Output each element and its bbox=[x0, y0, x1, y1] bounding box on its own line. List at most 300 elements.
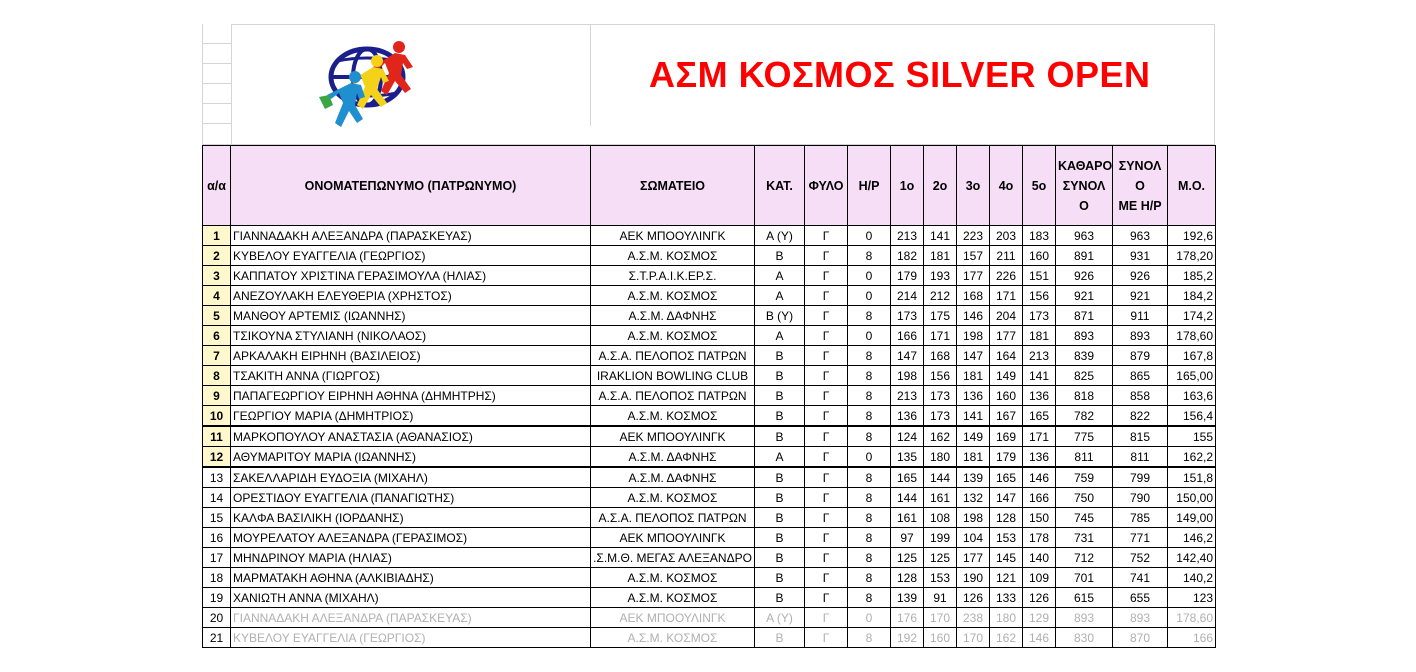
game-2-cell[interactable]: 181 bbox=[924, 246, 957, 266]
game-4-cell[interactable]: 165 bbox=[990, 467, 1023, 488]
game-4-cell[interactable]: 160 bbox=[990, 386, 1023, 406]
average-cell[interactable]: 162,2 bbox=[1168, 447, 1216, 468]
club-cell[interactable]: Σ.Τ.Ρ.Α.Ι.Κ.ΕΡ.Σ. bbox=[591, 266, 755, 286]
total-cell[interactable]: 870 bbox=[1113, 628, 1168, 648]
total-cell[interactable]: 815 bbox=[1113, 426, 1168, 447]
handicap-cell[interactable]: 8 bbox=[848, 306, 891, 326]
sex-cell[interactable]: Γ bbox=[805, 326, 848, 346]
sex-cell[interactable]: Γ bbox=[805, 246, 848, 266]
handicap-cell[interactable]: 0 bbox=[848, 326, 891, 346]
header-game-2[interactable]: 2ο bbox=[924, 146, 957, 226]
category-cell[interactable]: Α bbox=[755, 447, 805, 468]
game-1-cell[interactable]: 176 bbox=[891, 608, 924, 628]
average-cell[interactable]: 185,2 bbox=[1168, 266, 1216, 286]
rank-cell[interactable]: 19 bbox=[203, 588, 231, 608]
name-cell[interactable]: ΤΣΑΚΙΤΗ ΑΝΝΑ (ΓΙΩΡΓΟΣ) bbox=[231, 366, 591, 386]
game-3-cell[interactable]: 238 bbox=[957, 608, 990, 628]
average-cell[interactable]: 178,60 bbox=[1168, 326, 1216, 346]
net-total-cell[interactable]: 839 bbox=[1056, 346, 1113, 366]
total-cell[interactable]: 771 bbox=[1113, 528, 1168, 548]
game-1-cell[interactable]: 213 bbox=[891, 386, 924, 406]
sex-cell[interactable]: Γ bbox=[805, 406, 848, 427]
category-cell[interactable]: Β bbox=[755, 246, 805, 266]
game-3-cell[interactable]: 141 bbox=[957, 406, 990, 427]
game-1-cell[interactable]: 198 bbox=[891, 366, 924, 386]
game-2-cell[interactable]: 141 bbox=[924, 226, 957, 246]
game-2-cell[interactable]: 144 bbox=[924, 467, 957, 488]
game-3-cell[interactable]: 170 bbox=[957, 628, 990, 648]
game-5-cell[interactable]: 136 bbox=[1023, 386, 1056, 406]
total-cell[interactable]: 931 bbox=[1113, 246, 1168, 266]
game-5-cell[interactable]: 213 bbox=[1023, 346, 1056, 366]
game-1-cell[interactable]: 147 bbox=[891, 346, 924, 366]
total-cell[interactable]: 893 bbox=[1113, 608, 1168, 628]
average-cell[interactable]: 142,40 bbox=[1168, 548, 1216, 568]
club-cell[interactable]: ΑΕΚ ΜΠΟΟΥΛΙΝΓΚ bbox=[591, 426, 755, 447]
header-total-with-handicap[interactable] bbox=[1113, 146, 1168, 226]
name-cell[interactable]: ΟΡΕΣΤΙΔΟΥ ΕΥΑΓΓΕΛΙΑ (ΠΑΝΑΓΙΩΤΗΣ) bbox=[231, 488, 591, 508]
game-1-cell[interactable]: 213 bbox=[891, 226, 924, 246]
game-1-cell[interactable]: 173 bbox=[891, 306, 924, 326]
empty-row[interactable] bbox=[202, 125, 1215, 145]
rank-cell[interactable]: 7 bbox=[203, 346, 231, 366]
sex-cell[interactable]: Γ bbox=[805, 386, 848, 406]
total-cell[interactable]: 893 bbox=[1113, 326, 1168, 346]
game-1-cell[interactable]: 128 bbox=[891, 568, 924, 588]
total-cell[interactable]: 926 bbox=[1113, 266, 1168, 286]
average-cell[interactable]: 166 bbox=[1168, 628, 1216, 648]
net-total-cell[interactable]: 921 bbox=[1056, 286, 1113, 306]
rank-cell[interactable]: 12 bbox=[203, 447, 231, 468]
handicap-cell[interactable]: 8 bbox=[848, 628, 891, 648]
total-cell[interactable]: 741 bbox=[1113, 568, 1168, 588]
game-3-cell[interactable]: 181 bbox=[957, 447, 990, 468]
game-2-cell[interactable]: 91 bbox=[924, 588, 957, 608]
game-5-cell[interactable]: 156 bbox=[1023, 286, 1056, 306]
club-cell[interactable]: Α.Σ.Μ. ΚΟΣΜΟΣ bbox=[591, 488, 755, 508]
rank-cell[interactable]: 13 bbox=[203, 467, 231, 488]
game-2-cell[interactable]: 168 bbox=[924, 346, 957, 366]
net-total-cell[interactable]: 825 bbox=[1056, 366, 1113, 386]
game-4-cell[interactable]: 145 bbox=[990, 548, 1023, 568]
net-total-cell[interactable]: 745 bbox=[1056, 508, 1113, 528]
game-2-cell[interactable]: 193 bbox=[924, 266, 957, 286]
club-cell[interactable]: Α.Σ.Μ. ΚΟΣΜΟΣ bbox=[591, 568, 755, 588]
header-net-total[interactable] bbox=[1056, 146, 1113, 226]
game-5-cell[interactable]: 178 bbox=[1023, 528, 1056, 548]
sex-cell[interactable]: Γ bbox=[805, 488, 848, 508]
total-cell[interactable]: 879 bbox=[1113, 346, 1168, 366]
game-3-cell[interactable]: 177 bbox=[957, 548, 990, 568]
club-cell[interactable]: Α.Σ.Μ. ΔΑΦΝΗΣ bbox=[591, 306, 755, 326]
game-5-cell[interactable]: 146 bbox=[1023, 628, 1056, 648]
header-club[interactable]: ΣΩΜΑΤΕΙΟ bbox=[591, 146, 755, 226]
net-total-cell[interactable]: 818 bbox=[1056, 386, 1113, 406]
game-1-cell[interactable]: 166 bbox=[891, 326, 924, 346]
sex-cell[interactable]: Γ bbox=[805, 306, 848, 326]
handicap-cell[interactable]: 8 bbox=[848, 488, 891, 508]
club-cell[interactable]: .Σ.Μ.Θ. ΜΕΓΑΣ ΑΛΕΞΑΝΔΡΟ bbox=[591, 548, 755, 568]
game-5-cell[interactable]: 126 bbox=[1023, 588, 1056, 608]
name-cell[interactable]: ΜΑΡΜΑΤΑΚΗ ΑΘΗΝΑ (ΑΛΚΙΒΙΑΔΗΣ) bbox=[231, 568, 591, 588]
game-5-cell[interactable]: 173 bbox=[1023, 306, 1056, 326]
net-total-cell[interactable]: 775 bbox=[1056, 426, 1113, 447]
game-4-cell[interactable]: 204 bbox=[990, 306, 1023, 326]
net-total-cell[interactable]: 963 bbox=[1056, 226, 1113, 246]
sex-cell[interactable]: Γ bbox=[805, 447, 848, 468]
sex-cell[interactable]: Γ bbox=[805, 426, 848, 447]
handicap-cell[interactable]: 8 bbox=[848, 246, 891, 266]
rank-cell[interactable]: 2 bbox=[203, 246, 231, 266]
average-cell[interactable]: 151,8 bbox=[1168, 467, 1216, 488]
category-cell[interactable]: Α bbox=[755, 286, 805, 306]
sex-cell[interactable]: Γ bbox=[805, 286, 848, 306]
game-5-cell[interactable]: 146 bbox=[1023, 467, 1056, 488]
handicap-cell[interactable]: 8 bbox=[848, 588, 891, 608]
logo-cell[interactable] bbox=[231, 24, 591, 126]
rank-cell[interactable]: 5 bbox=[203, 306, 231, 326]
average-cell[interactable]: 184,2 bbox=[1168, 286, 1216, 306]
net-total-cell[interactable]: 830 bbox=[1056, 628, 1113, 648]
game-5-cell[interactable]: 136 bbox=[1023, 447, 1056, 468]
game-3-cell[interactable]: 149 bbox=[957, 426, 990, 447]
game-4-cell[interactable]: 128 bbox=[990, 508, 1023, 528]
header-rank[interactable]: α/α bbox=[203, 146, 231, 226]
title-cell[interactable] bbox=[591, 24, 1215, 126]
game-3-cell[interactable]: 223 bbox=[957, 226, 990, 246]
game-5-cell[interactable]: 150 bbox=[1023, 508, 1056, 528]
total-cell[interactable]: 858 bbox=[1113, 386, 1168, 406]
name-cell[interactable]: ΓΙΑΝΝΑΔΑΚΗ ΑΛΕΞΑΝΔΡΑ (ΠΑΡΑΣΚΕΥΑΣ) bbox=[231, 226, 591, 246]
average-cell[interactable]: 155 bbox=[1168, 426, 1216, 447]
name-cell[interactable]: ΜΗΝΔΡΙΝΟΥ ΜΑΡΙΑ (ΗΛΙΑΣ) bbox=[231, 548, 591, 568]
game-3-cell[interactable]: 157 bbox=[957, 246, 990, 266]
average-cell[interactable]: 163,6 bbox=[1168, 386, 1216, 406]
game-5-cell[interactable]: 140 bbox=[1023, 548, 1056, 568]
sex-cell[interactable]: Γ bbox=[805, 467, 848, 488]
net-total-cell[interactable]: 893 bbox=[1056, 326, 1113, 346]
game-1-cell[interactable]: 97 bbox=[891, 528, 924, 548]
total-cell[interactable]: 752 bbox=[1113, 548, 1168, 568]
handicap-cell[interactable]: 8 bbox=[848, 366, 891, 386]
header-handicap[interactable]: Η/Ρ bbox=[848, 146, 891, 226]
rank-cell[interactable]: 9 bbox=[203, 386, 231, 406]
rank-cell[interactable]: 10 bbox=[203, 406, 231, 427]
game-4-cell[interactable]: 147 bbox=[990, 488, 1023, 508]
club-cell[interactable]: Α.Σ.Α. ΠΕΛΟΠΟΣ ΠΑΤΡΩΝ bbox=[591, 346, 755, 366]
sex-cell[interactable]: Γ bbox=[805, 588, 848, 608]
game-4-cell[interactable]: 203 bbox=[990, 226, 1023, 246]
name-cell[interactable]: ΤΣΙΚΟΥΝΑ ΣΤΥΛΙΑΝΗ (ΝΙΚΟΛΑΟΣ) bbox=[231, 326, 591, 346]
game-4-cell[interactable]: 180 bbox=[990, 608, 1023, 628]
header-game-5[interactable]: 5ο bbox=[1023, 146, 1056, 226]
net-total-cell[interactable]: 782 bbox=[1056, 406, 1113, 427]
category-cell[interactable]: Β bbox=[755, 628, 805, 648]
rank-cell[interactable]: 6 bbox=[203, 326, 231, 346]
name-cell[interactable]: ΓΕΩΡΓΙΟΥ ΜΑΡΙΑ (ΔΗΜΗΤΡΙΟΣ) bbox=[231, 406, 591, 427]
rank-cell[interactable]: 11 bbox=[203, 426, 231, 447]
game-4-cell[interactable]: 211 bbox=[990, 246, 1023, 266]
total-cell[interactable]: 963 bbox=[1113, 226, 1168, 246]
sex-cell[interactable]: Γ bbox=[805, 608, 848, 628]
name-cell[interactable]: ΓΙΑΝΝΑΔΑΚΗ ΑΛΕΞΑΝΔΡΑ (ΠΑΡΑΣΚΕΥΑΣ) bbox=[231, 608, 591, 628]
game-4-cell[interactable]: 169 bbox=[990, 426, 1023, 447]
category-cell[interactable]: Β bbox=[755, 426, 805, 447]
game-2-cell[interactable]: 170 bbox=[924, 608, 957, 628]
header-category[interactable]: ΚΑΤ. bbox=[755, 146, 805, 226]
net-total-cell[interactable]: 731 bbox=[1056, 528, 1113, 548]
name-cell[interactable]: ΑΡΚΑΛΑΚΗ ΕΙΡΗΝΗ (ΒΑΣΙΛΕΙΟΣ) bbox=[231, 346, 591, 366]
game-4-cell[interactable]: 179 bbox=[990, 447, 1023, 468]
total-cell[interactable]: 790 bbox=[1113, 488, 1168, 508]
game-1-cell[interactable]: 161 bbox=[891, 508, 924, 528]
handicap-cell[interactable]: 8 bbox=[848, 406, 891, 427]
grid-cell[interactable] bbox=[203, 104, 231, 124]
grid-cell[interactable] bbox=[203, 84, 231, 104]
average-cell[interactable]: 156,4 bbox=[1168, 406, 1216, 427]
name-cell[interactable]: ΣΑΚΕΛΛΑΡΙΔΗ ΕΥΔΟΞΙΑ (ΜΙΧΑΗΛ) bbox=[231, 467, 591, 488]
name-cell[interactable]: ΚΑΛΦΑ ΒΑΣΙΛΙΚΗ (ΙΟΡΔΑΝΗΣ) bbox=[231, 508, 591, 528]
club-cell[interactable]: Α.Σ.Μ. ΔΑΦΝΗΣ bbox=[591, 447, 755, 468]
game-5-cell[interactable]: 141 bbox=[1023, 366, 1056, 386]
rank-cell[interactable]: 14 bbox=[203, 488, 231, 508]
game-5-cell[interactable]: 171 bbox=[1023, 426, 1056, 447]
game-2-cell[interactable]: 125 bbox=[924, 548, 957, 568]
club-cell[interactable]: IRAKLION BOWLING CLUB bbox=[591, 366, 755, 386]
game-3-cell[interactable]: 132 bbox=[957, 488, 990, 508]
game-2-cell[interactable]: 161 bbox=[924, 488, 957, 508]
category-cell[interactable]: Β bbox=[755, 588, 805, 608]
name-cell[interactable]: ΠΑΠΑΓΕΩΡΓΙΟΥ ΕΙΡΗΝΗ ΑΘΗΝΑ (ΔΗΜΗΤΡΗΣ) bbox=[231, 386, 591, 406]
name-cell[interactable]: ΑΘΥΜΑΡΙΤΟΥ ΜΑΡΙΑ (ΙΩΑΝΝΗΣ) bbox=[231, 447, 591, 468]
net-total-cell[interactable]: 750 bbox=[1056, 488, 1113, 508]
header-name[interactable]: ΟΝΟΜΑΤΕΠΩΝΥΜΟ (ΠΑΤΡΩΝΥΜΟ) bbox=[231, 146, 591, 226]
average-cell[interactable]: 149,00 bbox=[1168, 508, 1216, 528]
game-4-cell[interactable]: 162 bbox=[990, 628, 1023, 648]
game-3-cell[interactable]: 198 bbox=[957, 508, 990, 528]
handicap-cell[interactable]: 8 bbox=[848, 568, 891, 588]
club-cell[interactable]: Α.Σ.Μ. ΚΟΣΜΟΣ bbox=[591, 286, 755, 306]
game-2-cell[interactable]: 108 bbox=[924, 508, 957, 528]
net-total-cell[interactable]: 893 bbox=[1056, 608, 1113, 628]
game-4-cell[interactable]: 171 bbox=[990, 286, 1023, 306]
game-2-cell[interactable]: 162 bbox=[924, 426, 957, 447]
header-game-4[interactable]: 4ο bbox=[990, 146, 1023, 226]
game-3-cell[interactable]: 104 bbox=[957, 528, 990, 548]
average-cell[interactable]: 146,2 bbox=[1168, 528, 1216, 548]
handicap-cell[interactable]: 0 bbox=[848, 226, 891, 246]
game-1-cell[interactable]: 125 bbox=[891, 548, 924, 568]
handicap-cell[interactable]: 0 bbox=[848, 286, 891, 306]
sex-cell[interactable]: Γ bbox=[805, 366, 848, 386]
category-cell[interactable]: Α bbox=[755, 266, 805, 286]
handicap-cell[interactable]: 8 bbox=[848, 508, 891, 528]
sex-cell[interactable]: Γ bbox=[805, 528, 848, 548]
category-cell[interactable]: Α bbox=[755, 326, 805, 346]
sex-cell[interactable]: Γ bbox=[805, 226, 848, 246]
total-cell[interactable]: 811 bbox=[1113, 447, 1168, 468]
total-cell[interactable]: 655 bbox=[1113, 588, 1168, 608]
category-cell[interactable]: Β bbox=[755, 366, 805, 386]
club-cell[interactable]: Α.Σ.Μ. ΔΑΦΝΗΣ bbox=[591, 467, 755, 488]
name-cell[interactable]: ΑΝΕΖΟΥΛΑΚΗ ΕΛΕΥΘΕΡΙΑ (ΧΡΗΣΤΟΣ) bbox=[231, 286, 591, 306]
game-2-cell[interactable]: 173 bbox=[924, 406, 957, 427]
game-1-cell[interactable]: 139 bbox=[891, 588, 924, 608]
game-5-cell[interactable]: 160 bbox=[1023, 246, 1056, 266]
rank-cell[interactable]: 18 bbox=[203, 568, 231, 588]
game-4-cell[interactable]: 167 bbox=[990, 406, 1023, 427]
game-3-cell[interactable]: 190 bbox=[957, 568, 990, 588]
name-cell[interactable]: ΜΑΝΘΟΥ ΑΡΤΕΜΙΣ (ΙΩΑΝΝΗΣ) bbox=[231, 306, 591, 326]
game-4-cell[interactable]: 153 bbox=[990, 528, 1023, 548]
rank-cell[interactable]: 4 bbox=[203, 286, 231, 306]
rank-cell[interactable]: 17 bbox=[203, 548, 231, 568]
game-5-cell[interactable]: 181 bbox=[1023, 326, 1056, 346]
game-1-cell[interactable]: 136 bbox=[891, 406, 924, 427]
game-3-cell[interactable]: 168 bbox=[957, 286, 990, 306]
game-3-cell[interactable]: 198 bbox=[957, 326, 990, 346]
club-cell[interactable]: ΑΕΚ ΜΠΟΟΥΛΙΝΓΚ bbox=[591, 608, 755, 628]
club-cell[interactable]: Α.Σ.Α. ΠΕΛΟΠΟΣ ΠΑΤΡΩΝ bbox=[591, 386, 755, 406]
net-total-cell[interactable]: 759 bbox=[1056, 467, 1113, 488]
club-cell[interactable]: ΑΕΚ ΜΠΟΟΥΛΙΝΓΚ bbox=[591, 226, 755, 246]
game-3-cell[interactable]: 181 bbox=[957, 366, 990, 386]
club-cell[interactable]: Α.Σ.Μ. ΚΟΣΜΟΣ bbox=[591, 588, 755, 608]
club-cell[interactable]: Α.Σ.Μ. ΚΟΣΜΟΣ bbox=[591, 246, 755, 266]
game-4-cell[interactable]: 164 bbox=[990, 346, 1023, 366]
sex-cell[interactable]: Γ bbox=[805, 266, 848, 286]
game-1-cell[interactable]: 192 bbox=[891, 628, 924, 648]
average-cell[interactable]: 167,8 bbox=[1168, 346, 1216, 366]
game-4-cell[interactable]: 226 bbox=[990, 266, 1023, 286]
total-cell[interactable]: 785 bbox=[1113, 508, 1168, 528]
name-cell[interactable]: ΜΑΡΚΟΠΟΥΛΟΥ ΑΝΑΣΤΑΣΙΑ (ΑΘΑΝΑΣΙΟΣ) bbox=[231, 426, 591, 447]
header-sex[interactable]: ΦΥΛΟ bbox=[805, 146, 848, 226]
game-5-cell[interactable]: 109 bbox=[1023, 568, 1056, 588]
grid-cell[interactable] bbox=[203, 24, 231, 44]
game-1-cell[interactable]: 144 bbox=[891, 488, 924, 508]
average-cell[interactable]: 123 bbox=[1168, 588, 1216, 608]
name-cell[interactable]: ΚΥΒΕΛΟΥ ΕΥΑΓΓΕΛΙΑ (ΓΕΩΡΓΙΟΣ) bbox=[231, 628, 591, 648]
game-1-cell[interactable]: 182 bbox=[891, 246, 924, 266]
club-cell[interactable]: Α.Σ.Μ. ΚΟΣΜΟΣ bbox=[591, 406, 755, 427]
rank-cell[interactable]: 15 bbox=[203, 508, 231, 528]
total-cell[interactable]: 799 bbox=[1113, 467, 1168, 488]
net-total-cell[interactable]: 615 bbox=[1056, 588, 1113, 608]
category-cell[interactable]: Β bbox=[755, 467, 805, 488]
header-game-3[interactable]: 3ο bbox=[957, 146, 990, 226]
game-2-cell[interactable]: 173 bbox=[924, 386, 957, 406]
game-5-cell[interactable]: 183 bbox=[1023, 226, 1056, 246]
game-3-cell[interactable]: 177 bbox=[957, 266, 990, 286]
sex-cell[interactable]: Γ bbox=[805, 508, 848, 528]
net-total-cell[interactable]: 871 bbox=[1056, 306, 1113, 326]
name-cell[interactable]: ΜΟΥΡΕΛΑΤΟΥ ΑΛΕΞΑΝΔΡΑ (ΓΕΡΑΣΙΜΟΣ) bbox=[231, 528, 591, 548]
average-cell[interactable]: 192,6 bbox=[1168, 226, 1216, 246]
handicap-cell[interactable]: 8 bbox=[848, 386, 891, 406]
category-cell[interactable]: Β bbox=[755, 568, 805, 588]
total-cell[interactable]: 911 bbox=[1113, 306, 1168, 326]
net-total-cell[interactable]: 811 bbox=[1056, 447, 1113, 468]
sex-cell[interactable]: Γ bbox=[805, 568, 848, 588]
net-total-cell[interactable]: 891 bbox=[1056, 246, 1113, 266]
rank-cell[interactable]: 21 bbox=[203, 628, 231, 648]
game-5-cell[interactable]: 166 bbox=[1023, 488, 1056, 508]
game-1-cell[interactable]: 165 bbox=[891, 467, 924, 488]
name-cell[interactable]: ΧΑΝΙΩΤΗ ΑΝΝΑ (ΜΙΧΑΗΛ) bbox=[231, 588, 591, 608]
game-2-cell[interactable]: 160 bbox=[924, 628, 957, 648]
average-cell[interactable]: 178,20 bbox=[1168, 246, 1216, 266]
average-cell[interactable]: 140,2 bbox=[1168, 568, 1216, 588]
game-3-cell[interactable]: 146 bbox=[957, 306, 990, 326]
handicap-cell[interactable]: 0 bbox=[848, 447, 891, 468]
category-cell[interactable]: Β bbox=[755, 346, 805, 366]
total-cell[interactable]: 921 bbox=[1113, 286, 1168, 306]
game-4-cell[interactable]: 121 bbox=[990, 568, 1023, 588]
rank-cell[interactable]: 1 bbox=[203, 226, 231, 246]
game-1-cell[interactable]: 179 bbox=[891, 266, 924, 286]
total-cell[interactable]: 865 bbox=[1113, 366, 1168, 386]
game-2-cell[interactable]: 153 bbox=[924, 568, 957, 588]
game-2-cell[interactable]: 156 bbox=[924, 366, 957, 386]
club-cell[interactable]: Α.Σ.Α. ΠΕΛΟΠΟΣ ΠΑΤΡΩΝ bbox=[591, 508, 755, 528]
grid-cell[interactable] bbox=[203, 44, 231, 64]
average-cell[interactable]: 178,60 bbox=[1168, 608, 1216, 628]
total-cell[interactable]: 822 bbox=[1113, 406, 1168, 427]
game-2-cell[interactable]: 212 bbox=[924, 286, 957, 306]
game-3-cell[interactable]: 139 bbox=[957, 467, 990, 488]
category-cell[interactable]: Α (Υ) bbox=[755, 608, 805, 628]
club-cell[interactable]: Α.Σ.Μ. ΚΟΣΜΟΣ bbox=[591, 326, 755, 346]
header-average[interactable]: Μ.Ο. bbox=[1168, 146, 1216, 226]
club-cell[interactable]: ΑΕΚ ΜΠΟΟΥΛΙΝΓΚ bbox=[591, 528, 755, 548]
name-cell[interactable]: ΚΥΒΕΛΟΥ ΕΥΑΓΓΕΛΙΑ (ΓΕΩΡΓΙΟΣ) bbox=[231, 246, 591, 266]
club-cell[interactable]: Α.Σ.Μ. ΚΟΣΜΟΣ bbox=[591, 628, 755, 648]
handicap-cell[interactable]: 8 bbox=[848, 548, 891, 568]
handicap-cell[interactable]: 8 bbox=[848, 426, 891, 447]
net-total-cell[interactable]: 712 bbox=[1056, 548, 1113, 568]
game-5-cell[interactable]: 129 bbox=[1023, 608, 1056, 628]
category-cell[interactable]: Β (Υ) bbox=[755, 306, 805, 326]
category-cell[interactable]: Β bbox=[755, 548, 805, 568]
sex-cell[interactable]: Γ bbox=[805, 346, 848, 366]
sex-cell[interactable]: Γ bbox=[805, 548, 848, 568]
game-1-cell[interactable]: 214 bbox=[891, 286, 924, 306]
game-4-cell[interactable]: 133 bbox=[990, 588, 1023, 608]
category-cell[interactable]: Β bbox=[755, 406, 805, 427]
rank-cell[interactable]: 3 bbox=[203, 266, 231, 286]
game-3-cell[interactable]: 136 bbox=[957, 386, 990, 406]
grid-cell[interactable] bbox=[203, 64, 231, 84]
net-total-cell[interactable]: 701 bbox=[1056, 568, 1113, 588]
handicap-cell[interactable]: 0 bbox=[848, 266, 891, 286]
rank-cell[interactable]: 16 bbox=[203, 528, 231, 548]
header-game-1[interactable]: 1ο bbox=[891, 146, 924, 226]
game-2-cell[interactable]: 199 bbox=[924, 528, 957, 548]
game-2-cell[interactable]: 175 bbox=[924, 306, 957, 326]
net-total-cell[interactable]: 926 bbox=[1056, 266, 1113, 286]
game-5-cell[interactable]: 165 bbox=[1023, 406, 1056, 427]
category-cell[interactable]: Β bbox=[755, 508, 805, 528]
game-1-cell[interactable]: 124 bbox=[891, 426, 924, 447]
handicap-cell[interactable]: 8 bbox=[848, 346, 891, 366]
category-cell[interactable]: Α (Υ) bbox=[755, 226, 805, 246]
sex-cell[interactable]: Γ bbox=[805, 628, 848, 648]
game-2-cell[interactable]: 171 bbox=[924, 326, 957, 346]
average-cell[interactable]: 165,00 bbox=[1168, 366, 1216, 386]
game-3-cell[interactable]: 126 bbox=[957, 588, 990, 608]
rank-cell[interactable]: 8 bbox=[203, 366, 231, 386]
